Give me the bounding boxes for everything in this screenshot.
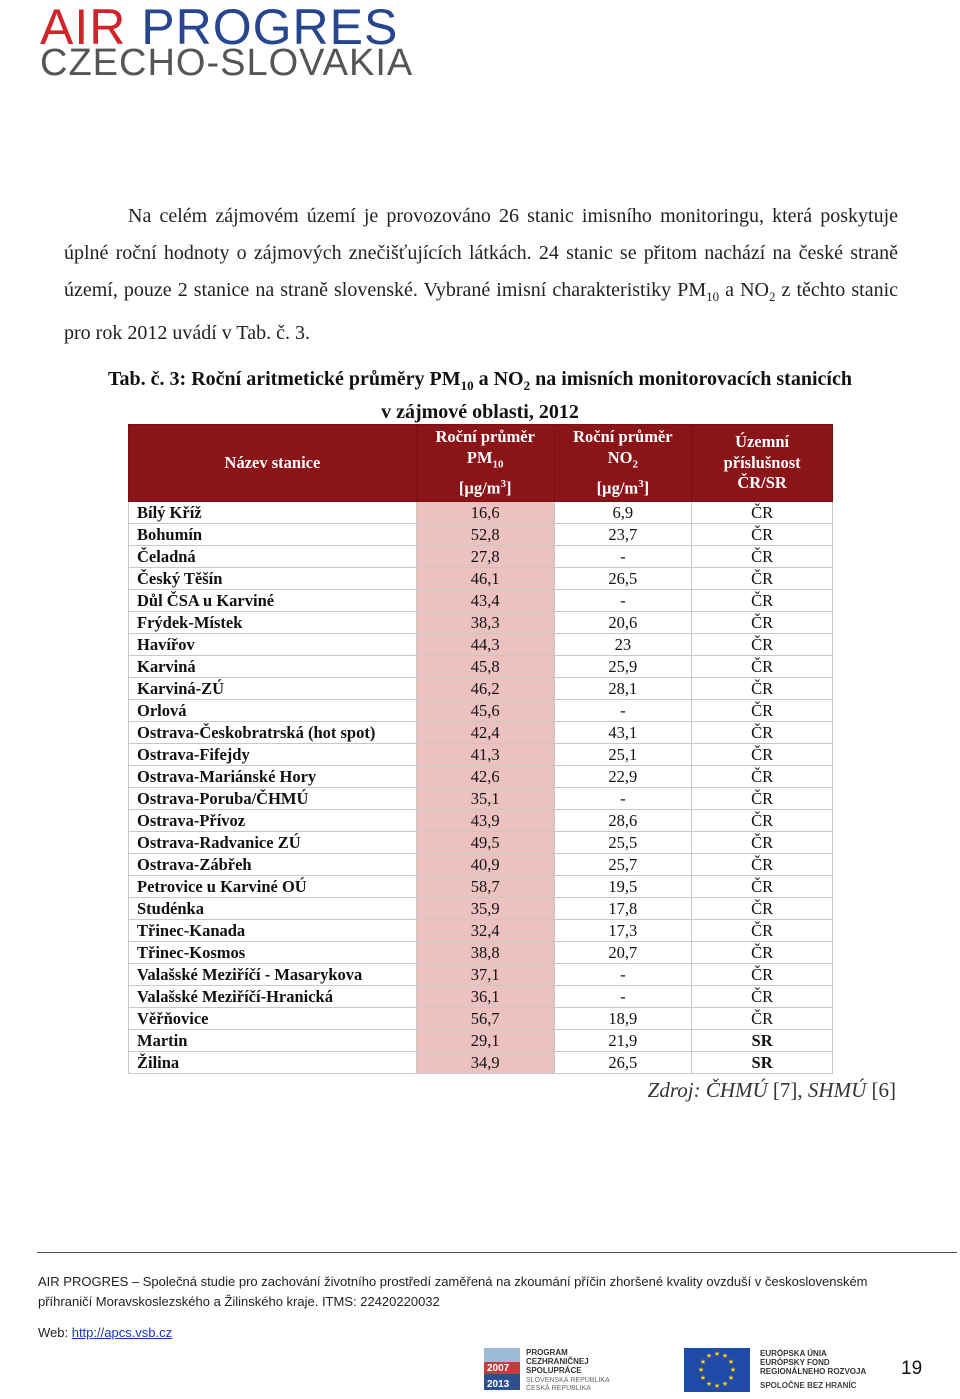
pm10-cell: 58,7	[416, 876, 554, 898]
logo-air-text: AIR	[40, 0, 127, 55]
no2-cell: 25,7	[554, 854, 692, 876]
pm10-cell: 35,9	[416, 898, 554, 920]
header-pm10-unit-end: ]	[505, 478, 512, 498]
source-label: Zdroj:	[647, 1078, 706, 1102]
program-logo	[484, 1346, 634, 1392]
pm10-cell: 35,1	[416, 788, 554, 810]
station-name-cell: Věřňovice	[129, 1008, 417, 1030]
eu-logo-l1: EURÓPSKA ÚNIA	[760, 1349, 827, 1358]
table-row	[129, 502, 833, 524]
program-logo-l2: CEZHRANIČNEJ	[526, 1357, 589, 1366]
station-name-cell: Český Těšín	[129, 568, 417, 590]
station-name-cell: Frýdek-Místek	[129, 612, 417, 634]
station-name-cell: Petrovice u Karviné OÚ	[129, 876, 417, 898]
pm10-cell: 45,6	[416, 700, 554, 722]
program-logo-l4: SLOVENSKÁ REPUBLIKA	[526, 1377, 610, 1384]
territory-cell: SR	[692, 1052, 833, 1074]
table-row	[129, 634, 833, 656]
no2-cell: 20,7	[554, 942, 692, 964]
intro-pm: PM	[677, 279, 707, 301]
svg-text:★: ★	[721, 1352, 729, 1360]
pm10-cell: 41,3	[416, 744, 554, 766]
table-row	[129, 1030, 833, 1052]
no2-cell: 18,9	[554, 1008, 692, 1030]
station-name-cell: Valašské Meziříčí-Hranická	[129, 986, 417, 1008]
eu-logo-l3: REGIONÁLNEHO ROZVOJA	[760, 1367, 867, 1376]
header-pm10-unit-sup: 3	[500, 478, 506, 491]
no2-cell: -	[554, 986, 692, 1008]
pm10-cell: 27,8	[416, 546, 554, 568]
source-shmu: SHMÚ	[807, 1078, 867, 1102]
table-source	[648, 1078, 896, 1103]
territory-cell: ČR	[692, 678, 833, 700]
territory-cell: ČR	[692, 744, 833, 766]
station-name-cell: Bílý Kříž	[129, 502, 417, 524]
eu-logo-l4: SPOLOČNE BEZ HRANÍC	[760, 1381, 857, 1390]
territory-cell: ČR	[692, 502, 833, 524]
territory-cell: ČR	[692, 942, 833, 964]
source-ref1: [7],	[767, 1078, 808, 1102]
territory-cell: ČR	[692, 1008, 833, 1030]
program-logo-l3: SPOLUPRÁCE	[526, 1366, 582, 1375]
table-row	[129, 876, 833, 898]
footer-divider	[37, 1252, 957, 1253]
territory-cell: ČR	[692, 634, 833, 656]
territory-cell: ČR	[692, 832, 833, 854]
station-name-cell: Martin	[129, 1030, 417, 1052]
header-territory-l3: ČR/SR	[737, 473, 787, 493]
territory-cell: ČR	[692, 568, 833, 590]
header-territory-l1: Územní	[735, 432, 790, 452]
pm10-cell: 56,7	[416, 1008, 554, 1030]
station-name-cell: Karviná-ZÚ	[129, 678, 417, 700]
table-row	[129, 590, 833, 612]
no2-cell: -	[554, 546, 692, 568]
territory-cell: ČR	[692, 920, 833, 942]
header-pm10-sub: 10	[492, 457, 504, 470]
svg-text:★: ★	[727, 1374, 735, 1382]
no2-cell: 43,1	[554, 722, 692, 744]
no2-cell: 25,9	[554, 656, 692, 678]
table-row	[129, 832, 833, 854]
eu-logo	[684, 1346, 894, 1392]
no2-cell: -	[554, 700, 692, 722]
header-no2-unit-sup: 3	[638, 478, 644, 491]
logo-progres-text: PROGRES	[141, 0, 399, 55]
pm10-cell: 42,6	[416, 766, 554, 788]
caption-sub1: 10	[460, 378, 474, 393]
footer-line1: AIR PROGRES – Společná studie pro zachování životního prostředí zaměřená na zkoumání příčin zhoršené kvality ovzduší v československém	[38, 1274, 868, 1289]
no2-cell: 28,1	[554, 678, 692, 700]
svg-text:★: ★	[699, 1374, 707, 1382]
station-name-cell: Ostrava-Radvanice ZÚ	[129, 832, 417, 854]
header-pm10	[416, 425, 554, 502]
station-name-cell: Studénka	[129, 898, 417, 920]
svg-text:★: ★	[699, 1358, 707, 1366]
header-no2-sub: 2	[632, 457, 638, 470]
table-row	[129, 546, 833, 568]
pm10-cell: 34,9	[416, 1052, 554, 1074]
header-no2-l1: Roční průměr	[573, 427, 673, 446]
program-logo-graphic	[484, 1346, 634, 1392]
territory-cell: ČR	[692, 700, 833, 722]
table-row	[129, 854, 833, 876]
intro-rest: z těchto stanic pro rok 2012 uvádí v Tab. č. 3.	[64, 279, 899, 344]
territory-cell: ČR	[692, 656, 833, 678]
no2-cell: 23	[554, 634, 692, 656]
source-ref2: [6]	[866, 1078, 896, 1102]
table-row	[129, 656, 833, 678]
station-name-cell: Třinec-Kanada	[129, 920, 417, 942]
header-pm10-unit: [µg/m	[458, 478, 501, 498]
pm10-cell: 42,4	[416, 722, 554, 744]
territory-cell: SR	[692, 1030, 833, 1052]
table-row	[129, 1052, 833, 1074]
station-name-cell: Ostrava-Mariánské Hory	[129, 766, 417, 788]
no2-cell: 28,6	[554, 810, 692, 832]
svg-text:★: ★	[705, 1352, 713, 1360]
territory-cell: ČR	[692, 986, 833, 1008]
no2-cell: 20,6	[554, 612, 692, 634]
table-row	[129, 942, 833, 964]
header-pm10-l2: PM	[466, 447, 493, 467]
stations-table	[128, 424, 833, 1074]
no2-cell: 17,3	[554, 920, 692, 942]
territory-cell: ČR	[692, 964, 833, 986]
svg-text:★: ★	[713, 1382, 721, 1390]
header-no2-unit: [µg/m	[596, 478, 639, 498]
pm10-cell: 46,2	[416, 678, 554, 700]
table-body	[129, 502, 833, 1074]
pm10-cell: 32,4	[416, 920, 554, 942]
pm10-cell: 52,8	[416, 524, 554, 546]
source-chmu: ČHMÚ	[705, 1078, 768, 1102]
station-name-cell: Ostrava-Přívoz	[129, 810, 417, 832]
no2-cell: -	[554, 788, 692, 810]
pm10-cell: 43,4	[416, 590, 554, 612]
station-name-cell: Bohumín	[129, 524, 417, 546]
territory-cell: ČR	[692, 810, 833, 832]
caption-line2: v zájmové oblasti, 2012	[381, 401, 579, 423]
no2-cell: 17,8	[554, 898, 692, 920]
pm10-cell: 49,5	[416, 832, 554, 854]
no2-cell: 25,1	[554, 744, 692, 766]
svg-text:★: ★	[721, 1380, 729, 1388]
territory-cell: ČR	[692, 854, 833, 876]
program-logo-year1: 2007	[487, 1363, 510, 1374]
caption-sub2: 2	[523, 378, 531, 393]
territory-cell: ČR	[692, 612, 833, 634]
header-no2-unit-end: ]	[643, 478, 650, 498]
caption-part2: a NO	[473, 368, 524, 390]
eu-logo-l2: EURÓPSKY FOND	[760, 1358, 830, 1367]
svg-text:★: ★	[729, 1366, 737, 1374]
table-row	[129, 612, 833, 634]
pm10-cell: 38,8	[416, 942, 554, 964]
caption-part1: Tab. č. 3: Roční aritmetické průměry PM	[108, 368, 461, 390]
station-name-cell: Ostrava-Poruba/ČHMÚ	[129, 788, 417, 810]
pm10-cell: 37,1	[416, 964, 554, 986]
program-logo-year2: 2013	[487, 1379, 510, 1390]
territory-cell: ČR	[692, 876, 833, 898]
territory-cell: ČR	[692, 766, 833, 788]
table-row	[129, 700, 833, 722]
pm10-cell: 36,1	[416, 986, 554, 1008]
no2-cell: -	[554, 964, 692, 986]
territory-cell: ČR	[692, 722, 833, 744]
no2-cell: -	[554, 590, 692, 612]
no2-cell: 26,5	[554, 568, 692, 590]
header-territory-l2: příslušnost	[723, 452, 801, 472]
pm10-cell: 16,6	[416, 502, 554, 524]
territory-cell: ČR	[692, 788, 833, 810]
station-name-cell: Ostrava-Fifejdy	[129, 744, 417, 766]
station-name-cell: Čeladná	[129, 546, 417, 568]
territory-cell: ČR	[692, 524, 833, 546]
svg-text:★: ★	[727, 1358, 735, 1366]
table-row	[129, 788, 833, 810]
svg-text:★: ★	[705, 1380, 713, 1388]
svg-text:★: ★	[713, 1350, 721, 1358]
svg-text:★: ★	[697, 1366, 705, 1374]
footer-line2: příhraničí Moravskoslezského a Žilinského kraje. ITMS: 22420220032	[38, 1294, 440, 1309]
intro-no-sub: 2	[768, 289, 776, 304]
station-name-cell: Havířov	[129, 634, 417, 656]
station-name-cell: Důl ČSA u Karviné	[129, 590, 417, 612]
table-row	[129, 1008, 833, 1030]
header-station: Název stanice	[129, 425, 417, 502]
table-caption	[60, 366, 900, 425]
station-name-cell: Třinec-Kosmos	[129, 942, 417, 964]
header-no2-l2: NO	[607, 447, 633, 467]
table-row	[129, 964, 833, 986]
caption-part3: na imisních monitorovacích stanicích	[530, 368, 852, 390]
no2-cell: 21,9	[554, 1030, 692, 1052]
station-name-cell: Valašské Meziříčí - Masarykova	[129, 964, 417, 986]
footer-web-link[interactable]: http://apcs.vsb.cz	[71, 1325, 173, 1340]
pm10-cell: 38,3	[416, 612, 554, 634]
table-row	[129, 810, 833, 832]
page-number: 19	[901, 1358, 923, 1379]
intro-text: Na celém zájmovém území je provozováno 26 stanic imisního monitoringu, která poskytuje úplné roční hodnoty o zájmových znečišťujících látkách. 24 stanic se přitom nachází na české straně území, pouze 2 stanice na straně slovenské. Vybrané imisní charakteristiky	[64, 205, 898, 301]
station-name-cell: Žilina	[129, 1052, 417, 1074]
no2-cell: 22,9	[554, 766, 692, 788]
table-row	[129, 524, 833, 546]
pm10-cell: 29,1	[416, 1030, 554, 1052]
territory-cell: ČR	[692, 590, 833, 612]
station-name-cell: Ostrava-Českobratrská (hot spot)	[129, 722, 417, 744]
intro-pm-sub: 10	[706, 289, 720, 304]
pm10-cell: 43,9	[416, 810, 554, 832]
table-row	[129, 744, 833, 766]
pm10-cell: 40,9	[416, 854, 554, 876]
no2-cell: 6,9	[554, 502, 692, 524]
territory-cell: ČR	[692, 898, 833, 920]
no2-cell: 19,5	[554, 876, 692, 898]
table-row	[129, 678, 833, 700]
footer-web	[38, 1325, 172, 1340]
station-name-cell: Ostrava-Zábřeh	[129, 854, 417, 876]
table-row	[129, 722, 833, 744]
footer-web-label: Web:	[38, 1325, 72, 1340]
header-territory	[692, 425, 833, 502]
table-row	[129, 898, 833, 920]
table-row	[129, 986, 833, 1008]
no2-cell: 23,7	[554, 524, 692, 546]
territory-cell: ČR	[692, 546, 833, 568]
pm10-cell: 46,1	[416, 568, 554, 590]
pm10-cell: 44,3	[416, 634, 554, 656]
table-header-row	[129, 425, 833, 502]
intro-paragraph	[64, 198, 898, 352]
station-name-cell: Orlová	[129, 700, 417, 722]
table-row	[129, 920, 833, 942]
logo-czecho-slovakia: CZECHO-SLOVAKIA	[40, 42, 414, 84]
no2-cell: 25,5	[554, 832, 692, 854]
table-row	[129, 766, 833, 788]
header-no2	[554, 425, 692, 502]
intro-and: a NO	[719, 279, 769, 301]
program-logo-l1: PROGRAM	[526, 1348, 568, 1357]
pm10-cell: 45,8	[416, 656, 554, 678]
program-logo-l5: ČESKÁ REPUBLIKA	[526, 1385, 591, 1392]
no2-cell: 26,5	[554, 1052, 692, 1074]
table-row	[129, 568, 833, 590]
header-pm10-l1: Roční průměr	[435, 427, 535, 446]
station-name-cell: Karviná	[129, 656, 417, 678]
eu-flag-graphic	[684, 1346, 894, 1392]
